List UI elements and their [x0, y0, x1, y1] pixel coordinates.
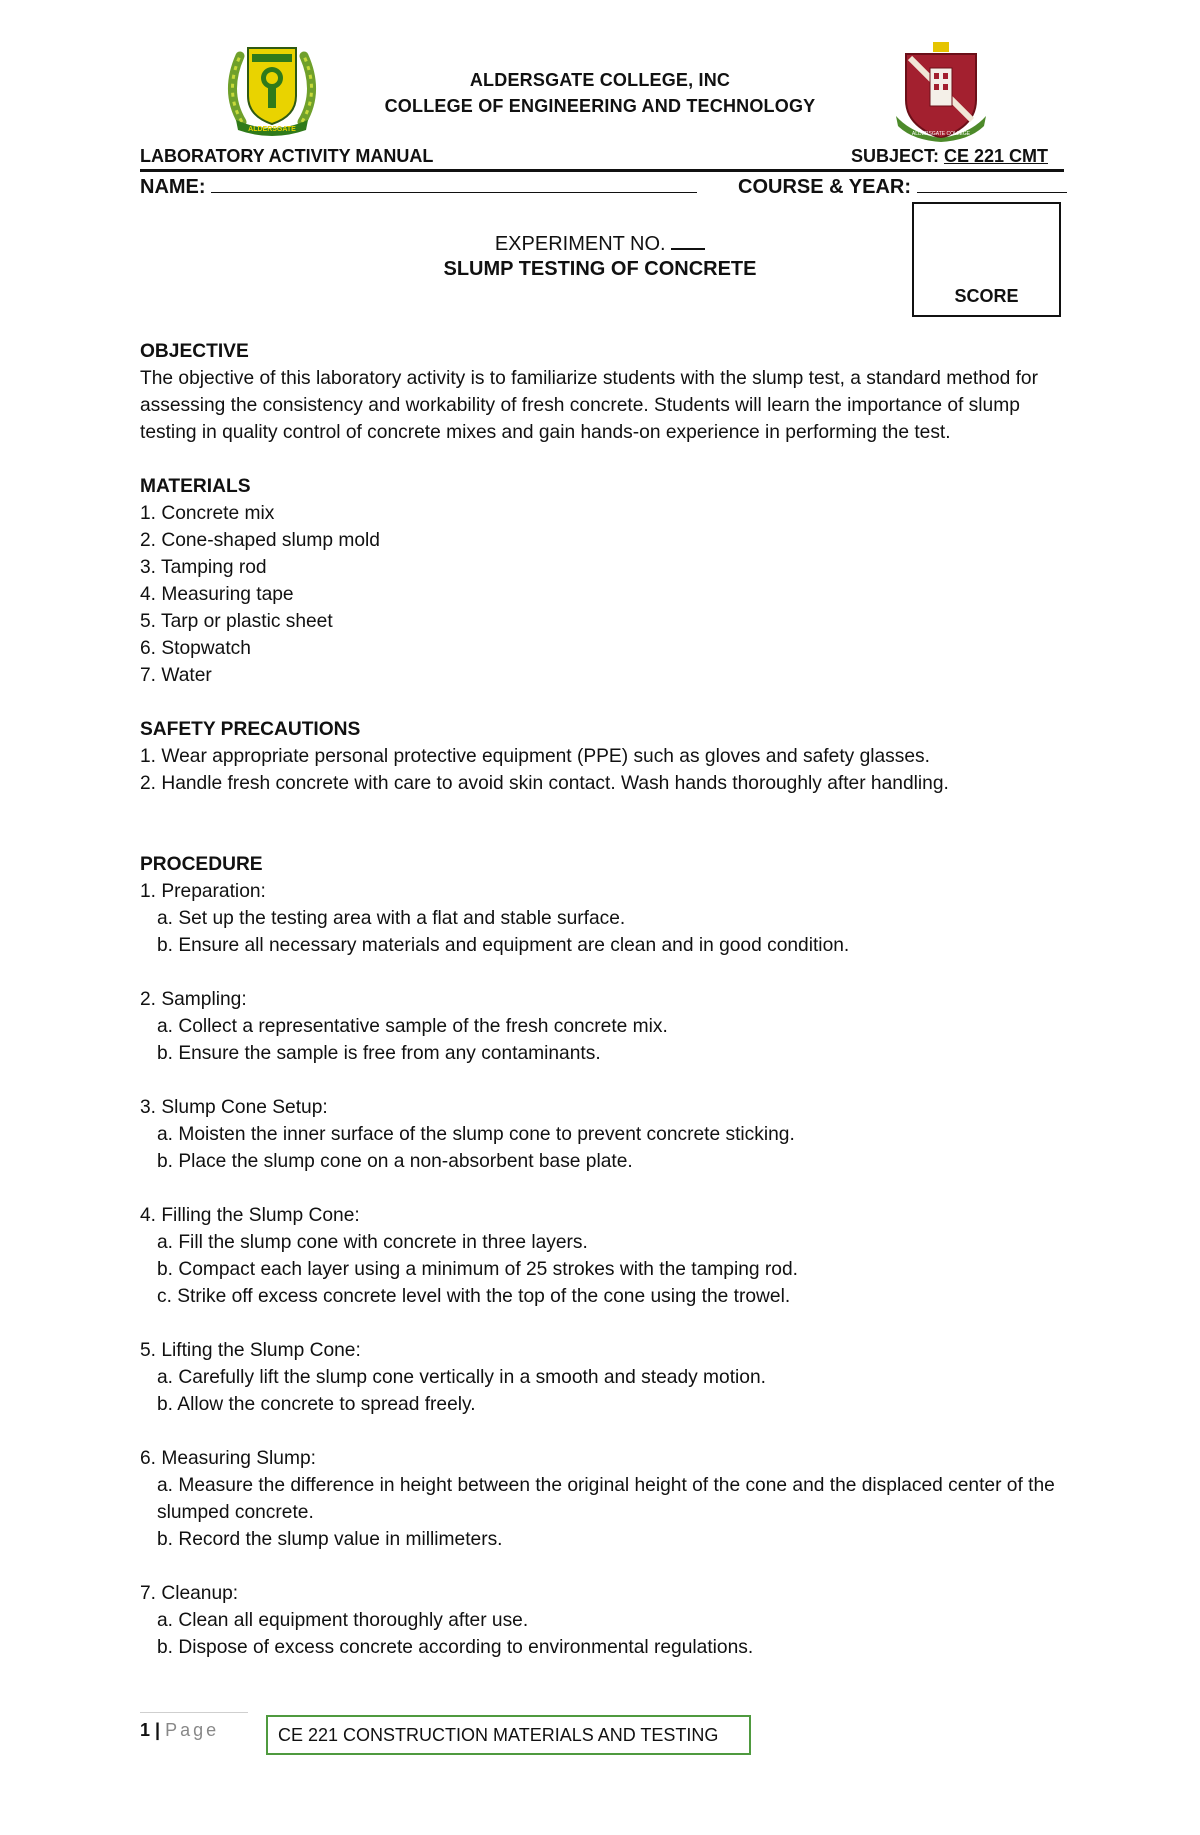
safety-item: 1. Wear appropriate personal protective equipment (PPE) such as gloves and safety glasses.	[140, 746, 930, 767]
procedure-step-title: 3. Slump Cone Setup:	[140, 1097, 328, 1118]
procedure-substep: b. Place the slump cone on a non-absorbent base plate.	[157, 1151, 633, 1172]
procedure-substep: b. Record the slump value in millimeters.	[157, 1529, 503, 1550]
procedure-step-title: 7. Cleanup:	[140, 1583, 239, 1604]
page-number-value: 1	[140, 1720, 151, 1740]
experiment-no-label: EXPERIMENT NO.	[494, 233, 666, 255]
course-year-row	[738, 174, 1067, 199]
procedure-step-title: 1. Preparation:	[140, 881, 266, 902]
material-item: 6. Stopwatch	[140, 638, 251, 659]
procedure-substep: a. Measure the difference in height between the original height of the cone and the displaced center of the	[157, 1475, 1055, 1496]
college-name: COLLEGE OF ENGINEERING AND TECHNOLOGY	[384, 96, 816, 116]
objective-line: testing in quality control of concrete mixes and gain hands-on experience in performing the test.	[140, 422, 951, 443]
course-name-box: CE 221 CONSTRUCTION MATERIALS AND TESTING	[266, 1715, 751, 1755]
engineering-crest-logo	[892, 42, 990, 142]
score-label: SCORE	[954, 286, 1019, 306]
objective-line: assessing the consistency and workability of fresh concrete. Students will learn the importance of slump	[140, 395, 1020, 416]
safety-heading: SAFETY PRECAUTIONS	[140, 719, 361, 740]
safety-item: 2. Handle fresh concrete with care to avoid skin contact. Wash hands thoroughly after handling.	[140, 773, 949, 794]
procedure-substep: b. Compact each layer using a minimum of 25 strokes with the tamping rod.	[157, 1259, 798, 1280]
name-row	[140, 174, 697, 199]
subject-value: CE 221 CMT	[943, 146, 1048, 166]
name-label: NAME:	[140, 176, 206, 198]
procedure-step-title: 6. Measuring Slump:	[140, 1448, 316, 1469]
experiment-title: SLUMP TESTING OF CONCRETE	[443, 258, 757, 280]
procedure-substep: a. Fill the slump cone with concrete in three layers.	[157, 1232, 588, 1253]
page-number	[140, 1720, 219, 1741]
score-box[interactable]	[912, 202, 1061, 317]
material-item: 3. Tamping rod	[140, 557, 267, 578]
experiment-number	[300, 230, 900, 256]
procedure-substep: a. Carefully lift the slump cone vertically in a smooth and steady motion.	[157, 1367, 766, 1388]
procedure-step-title: 2. Sampling:	[140, 989, 247, 1010]
institution-name: ALDERSGATE COLLEGE, INC	[469, 70, 731, 90]
header-rule	[140, 169, 1064, 172]
material-item: 4. Measuring tape	[140, 584, 294, 605]
material-item: 7. Water	[140, 665, 212, 686]
procedure-substep: b. Ensure the sample is free from any contaminants.	[157, 1043, 601, 1064]
course-year-field-line[interactable]	[917, 174, 1067, 193]
procedure-substep-continued: slumped concrete.	[157, 1502, 314, 1523]
manual-label: LABORATORY ACTIVITY MANUAL	[140, 146, 434, 166]
procedure-substep: b. Dispose of excess concrete according to environmental regulations.	[157, 1637, 754, 1658]
name-field-line[interactable]	[211, 174, 697, 193]
subject-label: SUBJECT:	[850, 146, 939, 166]
objective-heading: OBJECTIVE	[140, 341, 249, 362]
procedure-heading: PROCEDURE	[140, 854, 263, 875]
procedure-substep: a. Moisten the inner surface of the slump cone to prevent concrete sticking.	[157, 1124, 795, 1145]
material-item: 1. Concrete mix	[140, 503, 275, 524]
material-item: 5. Tarp or plastic sheet	[140, 611, 333, 632]
procedure-substep: b. Ensure all necessary materials and equipment are clean and in good condition.	[157, 935, 850, 956]
procedure-substep: a. Collect a representative sample of the fresh concrete mix.	[157, 1016, 668, 1037]
materials-heading: MATERIALS	[140, 476, 251, 497]
procedure-step-title: 5. Lifting the Slump Cone:	[140, 1340, 361, 1361]
procedure-substep: b. Allow the concrete to spread freely.	[157, 1394, 476, 1415]
left-logo-text: ALDERSGATE	[248, 126, 296, 133]
page-separator: |	[155, 1720, 161, 1740]
footer-rule	[140, 1712, 248, 1713]
objective-line: The objective of this laboratory activity is to familiarize students with the slump test, a standard method for	[140, 368, 1038, 389]
experiment-no-blank[interactable]	[671, 230, 705, 250]
course-year-label: COURSE & YEAR:	[738, 176, 911, 198]
page-word: Page	[165, 1720, 220, 1740]
right-logo-text: ALDERSGATE COLLEGE	[911, 131, 971, 137]
material-item: 2. Cone-shaped slump mold	[140, 530, 380, 551]
procedure-substep: a. Clean all equipment thoroughly after use.	[157, 1610, 529, 1631]
document-body	[140, 338, 1070, 1661]
procedure-step-title: 4. Filling the Slump Cone:	[140, 1205, 360, 1226]
procedure-substep: c. Strike off excess concrete level with the top of the cone using the trowel.	[157, 1286, 791, 1307]
subject-line	[851, 146, 1048, 167]
procedure-substep: a. Set up the testing area with a flat and stable surface.	[157, 908, 626, 929]
